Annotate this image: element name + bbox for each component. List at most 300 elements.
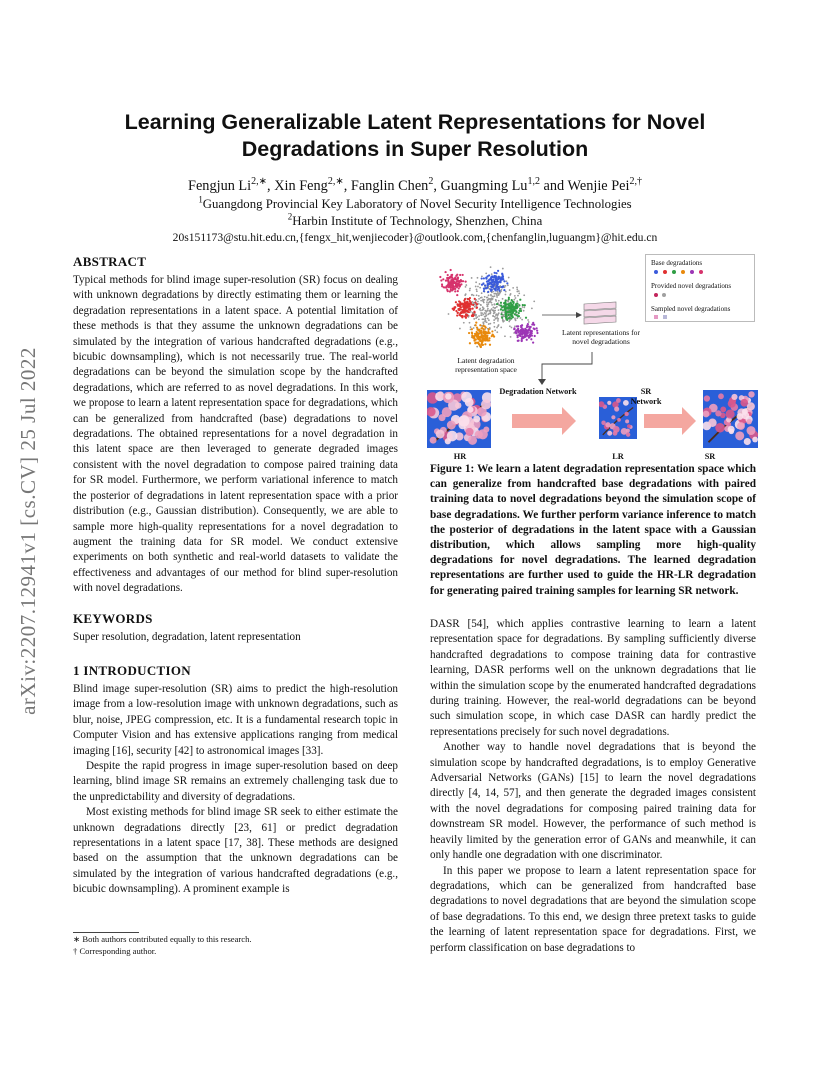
scatter-point bbox=[500, 302, 502, 304]
blossom-petal bbox=[715, 423, 725, 433]
scatter-point bbox=[481, 312, 483, 314]
keywords-heading: KEYWORDS bbox=[73, 610, 153, 626]
scatter-point bbox=[521, 333, 523, 335]
scatter-point bbox=[482, 318, 484, 320]
scatter-point bbox=[474, 342, 476, 344]
blossom-petal bbox=[614, 406, 619, 411]
blossom-petal bbox=[728, 426, 735, 433]
scatter-point bbox=[476, 294, 478, 296]
scatter-point bbox=[497, 320, 499, 322]
degradation-network-label: Degradation Network bbox=[499, 387, 577, 396]
title-line-2: Degradations in Super Resolution bbox=[241, 137, 589, 161]
scatter-point bbox=[496, 303, 498, 305]
scatter-point bbox=[455, 310, 457, 312]
scatter-point bbox=[479, 309, 481, 311]
scatter-point bbox=[511, 327, 513, 329]
scatter-point bbox=[457, 278, 459, 280]
scatter-point bbox=[485, 315, 487, 317]
figure-1-caption: Figure 1: We learn a latent degradation representation space which can generalize from handcrafted base degradations with paired training data to novel degradations beyond the simulation scope of base degradations. We further perform variance inference to match the posterior of degradations in the latent space with a Gaussian distribution, which allows sampling more high-quality degradations for novel degradations. The learned degradation representations are further used to guide the HR-LR degradation for generating paired training samples for learning SR network. bbox=[430, 463, 756, 597]
scatter-point bbox=[478, 295, 480, 297]
scatter-point bbox=[522, 336, 524, 338]
hr-image bbox=[427, 390, 491, 448]
scatter-point bbox=[464, 315, 466, 317]
right-column bbox=[430, 617, 756, 956]
scatter-point bbox=[500, 313, 502, 315]
scatter-point bbox=[459, 301, 461, 303]
scatter-point bbox=[506, 282, 508, 284]
intro-body bbox=[73, 682, 398, 898]
scatter-point bbox=[474, 333, 476, 335]
blossom-petal bbox=[720, 406, 726, 412]
scatter-point bbox=[509, 313, 511, 315]
scatter-point bbox=[509, 289, 511, 291]
footnotes bbox=[73, 934, 398, 957]
scatter-point bbox=[504, 302, 506, 304]
legend-provided-label: Provided novel degradations bbox=[651, 282, 732, 290]
blossom-petal bbox=[742, 408, 748, 414]
scatter-point bbox=[493, 322, 495, 324]
blossom-petal bbox=[436, 430, 445, 439]
latent-representation-stack bbox=[580, 300, 620, 326]
scatter-point bbox=[495, 314, 497, 316]
blossom-petal bbox=[481, 399, 491, 409]
scatter-point bbox=[468, 311, 470, 313]
scatter-point bbox=[464, 301, 466, 303]
scatter-point bbox=[500, 286, 502, 288]
scatter-point bbox=[473, 318, 475, 320]
blossom-petal bbox=[627, 424, 631, 428]
scatter-point bbox=[497, 286, 499, 288]
sr-network-label: SR Network bbox=[630, 387, 662, 406]
scatter-point bbox=[502, 298, 504, 300]
scatter-point bbox=[469, 288, 471, 290]
blossom-petal bbox=[703, 411, 709, 418]
scatter-point bbox=[481, 284, 483, 286]
scatter-point bbox=[473, 327, 475, 329]
scatter-point bbox=[521, 319, 523, 321]
scatter-point bbox=[508, 297, 510, 299]
blossom-petal bbox=[737, 413, 744, 420]
scatter-point bbox=[496, 327, 498, 329]
scatter-point bbox=[471, 294, 473, 296]
scatter-point bbox=[487, 303, 489, 305]
scatter-point bbox=[494, 329, 496, 331]
scatter-point bbox=[483, 323, 485, 325]
blossom-petal bbox=[447, 421, 456, 430]
affiliation-number: 1 bbox=[198, 194, 203, 205]
scatter-point bbox=[463, 322, 465, 324]
paper-title bbox=[90, 109, 740, 163]
scatter-point bbox=[456, 274, 458, 276]
scatter-point bbox=[441, 283, 443, 285]
blossom-petal bbox=[708, 419, 716, 427]
scatter-point bbox=[498, 309, 500, 311]
scatter-point bbox=[514, 295, 516, 297]
scatter-point bbox=[488, 323, 490, 325]
scatter-point bbox=[461, 303, 463, 305]
blossom-petal bbox=[468, 436, 477, 445]
scatter-point bbox=[506, 307, 508, 309]
scatter-point bbox=[494, 307, 496, 309]
author-name: Fanglin Chen bbox=[350, 178, 429, 194]
legend-base-marker bbox=[663, 270, 667, 274]
blossom-petal bbox=[447, 431, 458, 442]
scatter-point bbox=[453, 286, 455, 288]
scatter-point bbox=[515, 319, 517, 321]
scatter-point bbox=[487, 291, 489, 293]
scatter-point bbox=[516, 317, 518, 319]
scatter-point bbox=[509, 317, 511, 319]
scatter-point bbox=[458, 287, 460, 289]
scatter-point bbox=[533, 328, 535, 330]
scatter-point bbox=[519, 308, 521, 310]
scatter-point bbox=[504, 335, 506, 337]
scatter-point bbox=[516, 291, 518, 293]
scatter-point bbox=[486, 275, 488, 277]
blossom-petal bbox=[718, 393, 724, 399]
scatter-point bbox=[480, 335, 482, 337]
author-affil: 2,∗ bbox=[251, 176, 268, 188]
scatter-point bbox=[472, 312, 474, 314]
blossom-petal bbox=[625, 419, 629, 423]
scatter-point bbox=[513, 299, 515, 301]
scatter-point bbox=[475, 324, 477, 326]
scatter-point bbox=[461, 311, 463, 313]
scatter-point bbox=[521, 338, 523, 340]
scatter-point bbox=[510, 293, 512, 295]
scatter-point bbox=[533, 300, 535, 302]
scatter-point bbox=[486, 301, 488, 303]
scatter-point bbox=[476, 290, 478, 292]
scatter-point bbox=[497, 318, 499, 320]
scatter-point bbox=[523, 294, 525, 296]
legend-base-marker bbox=[690, 270, 694, 274]
scatter-point bbox=[472, 308, 474, 310]
scatter-point bbox=[489, 313, 491, 315]
scatter-point bbox=[444, 271, 446, 273]
scatter-point bbox=[481, 292, 483, 294]
scatter-point bbox=[492, 334, 494, 336]
scatter-point bbox=[488, 319, 490, 321]
scatter-point bbox=[500, 308, 502, 310]
scatter-point bbox=[471, 335, 473, 337]
scatter-point bbox=[491, 304, 493, 306]
scatter-point bbox=[496, 331, 498, 333]
author-name: Xin Feng bbox=[274, 178, 328, 194]
scatter-point bbox=[460, 315, 462, 317]
degradation-arrow bbox=[512, 414, 562, 428]
scatter-point bbox=[511, 315, 513, 317]
scatter-point bbox=[480, 346, 482, 348]
scatter-point bbox=[520, 317, 522, 319]
blossom-petal bbox=[478, 429, 488, 439]
author-conjunction: and bbox=[539, 178, 568, 194]
scatter-point bbox=[512, 309, 514, 311]
scatter-point bbox=[509, 310, 511, 312]
scatter-point bbox=[490, 279, 492, 281]
scatter-point bbox=[509, 325, 511, 327]
legend-sampled-label: Sampled novel degradations bbox=[651, 305, 731, 313]
legend-base-marker bbox=[681, 270, 685, 274]
scatter-point bbox=[536, 330, 538, 332]
scatter-point bbox=[514, 331, 516, 333]
scatter-point bbox=[486, 287, 488, 289]
blossom-petal bbox=[465, 428, 473, 436]
scatter-point bbox=[476, 336, 478, 338]
blossom-petal bbox=[744, 438, 751, 445]
author-name: Fengjun Li bbox=[188, 178, 252, 194]
scatter-point bbox=[498, 290, 500, 292]
scatter-point bbox=[507, 284, 509, 286]
latent-representations-label: Latent representations for novel degradations bbox=[561, 328, 640, 346]
scatter-point bbox=[495, 300, 497, 302]
scatter-point bbox=[463, 311, 465, 313]
scatter-point bbox=[532, 341, 534, 343]
introduction-heading: 1 INTRODUCTION bbox=[73, 662, 191, 678]
scatter-point bbox=[491, 281, 493, 283]
scatter-point bbox=[475, 322, 477, 324]
scatter-point bbox=[522, 306, 524, 308]
scatter-point bbox=[530, 332, 532, 334]
sr-image bbox=[703, 390, 758, 448]
scatter-point bbox=[489, 323, 491, 325]
scatter-point bbox=[475, 281, 477, 283]
scatter-point bbox=[494, 272, 496, 274]
scatter-point bbox=[474, 301, 476, 303]
scatter-point bbox=[476, 327, 478, 329]
scatter-point bbox=[502, 268, 504, 270]
scatter-point bbox=[462, 274, 464, 276]
scatter-point bbox=[478, 298, 480, 300]
scatter-point bbox=[487, 308, 489, 310]
scatter-point bbox=[518, 292, 520, 294]
blossom-petal bbox=[458, 415, 469, 426]
scatter-point bbox=[502, 309, 504, 311]
scatter-point bbox=[505, 299, 507, 301]
scatter-point bbox=[469, 322, 471, 324]
scatter-point bbox=[480, 327, 482, 329]
scatter-point bbox=[514, 313, 516, 315]
scatter-point bbox=[472, 304, 474, 306]
scatter-point bbox=[485, 320, 487, 322]
hr-label: HR bbox=[453, 452, 467, 461]
blossom-petal bbox=[726, 410, 735, 419]
scatter-point bbox=[521, 329, 523, 331]
footnote-corresponding-author: † Corresponding author. bbox=[73, 945, 157, 956]
blossom-petal bbox=[704, 395, 710, 401]
figure-legend bbox=[645, 254, 755, 322]
scatter-point bbox=[490, 266, 492, 268]
scatter-point bbox=[526, 339, 528, 341]
scatter-point bbox=[516, 288, 518, 290]
author-affil: 1,2 bbox=[527, 176, 540, 188]
lr-label: LR bbox=[612, 452, 624, 461]
scatter-point bbox=[517, 325, 519, 327]
scatter-point bbox=[451, 274, 453, 276]
scatter-point bbox=[476, 331, 478, 333]
blossom-petal bbox=[473, 415, 480, 422]
scatter-point bbox=[517, 330, 519, 332]
scatter-point bbox=[481, 277, 483, 279]
scatter-point bbox=[452, 308, 454, 310]
scatter-point bbox=[510, 302, 512, 304]
blossom-petal bbox=[601, 421, 605, 425]
scatter-point bbox=[448, 313, 450, 315]
scatter-point bbox=[483, 287, 485, 289]
scatter-point bbox=[484, 316, 486, 318]
scatter-point bbox=[505, 294, 507, 296]
scatter-point bbox=[512, 287, 514, 289]
scatter-point bbox=[478, 303, 480, 305]
scatter-point bbox=[498, 277, 500, 279]
scatter-point bbox=[487, 296, 489, 298]
scatter-point bbox=[492, 315, 494, 317]
author-separator: , bbox=[433, 178, 441, 194]
sr-arrow-head bbox=[682, 407, 696, 435]
scatter-point bbox=[491, 330, 493, 332]
scatter-point bbox=[462, 306, 464, 308]
sr-arrow bbox=[644, 414, 682, 428]
scatter-point bbox=[504, 306, 506, 308]
scatter-point bbox=[474, 306, 476, 308]
scatter-point bbox=[497, 325, 499, 327]
scatter-point bbox=[476, 346, 478, 348]
scatter-point bbox=[470, 311, 472, 313]
scatter-point bbox=[520, 310, 522, 312]
scatter-point bbox=[493, 319, 495, 321]
abstract-heading: ABSTRACT bbox=[73, 254, 147, 269]
scatter-point bbox=[477, 342, 479, 344]
scatter-point bbox=[480, 304, 482, 306]
blossom-petal bbox=[740, 399, 748, 407]
scatter-point bbox=[491, 302, 493, 304]
legend-base-marker bbox=[699, 270, 703, 274]
scatter-point bbox=[484, 312, 486, 314]
scatter-point bbox=[503, 280, 505, 282]
scatter-point bbox=[520, 325, 522, 327]
latent-space-scatter bbox=[433, 254, 558, 364]
scatter-point bbox=[440, 279, 442, 281]
scatter-point bbox=[477, 286, 479, 288]
arxiv-sidebar-id: arXiv:2207.12941v1 [cs.CV] 25 Jul 2022 bbox=[16, 347, 40, 715]
scatter-point bbox=[475, 286, 477, 288]
affiliation-1 bbox=[90, 196, 740, 212]
scatter-point bbox=[501, 317, 503, 319]
scatter-point bbox=[446, 279, 448, 281]
left-column bbox=[73, 254, 398, 898]
scatter-point bbox=[488, 328, 490, 330]
scatter-point bbox=[507, 301, 509, 303]
scatter-point bbox=[512, 302, 514, 304]
scatter-point bbox=[516, 300, 518, 302]
scatter-point bbox=[525, 317, 527, 319]
scatter-point bbox=[478, 315, 480, 317]
scatter-point bbox=[456, 283, 458, 285]
flow-arrow bbox=[532, 352, 612, 386]
paragraph: In this paper we propose to learn a latent representation space for degradations, which can be generalized from handcrafted base degradations to novel degradations that are beyond the simulation scope of base degradations. To this end, we design three pretext tasks to guide the learning of latent representation space for degradations. First, we perform classification on base degradations to bbox=[430, 864, 756, 954]
scatter-point bbox=[485, 318, 487, 320]
blossom-petal bbox=[607, 401, 611, 405]
scatter-point bbox=[505, 285, 507, 287]
footnote-rule bbox=[73, 932, 139, 933]
scatter-point bbox=[519, 299, 521, 301]
scatter-point bbox=[518, 304, 520, 306]
blossom-petal bbox=[735, 431, 744, 440]
blossom-petal bbox=[611, 415, 615, 419]
scatter-point bbox=[513, 328, 515, 330]
scatter-point bbox=[532, 322, 534, 324]
scatter-point bbox=[448, 286, 450, 288]
scatter-point bbox=[465, 281, 467, 283]
blossom-petal bbox=[430, 437, 437, 444]
scatter-point bbox=[478, 319, 480, 321]
scatter-point bbox=[477, 301, 479, 303]
scatter-point bbox=[468, 307, 470, 309]
scatter-point bbox=[492, 278, 494, 280]
scatter-point bbox=[492, 309, 494, 311]
scatter-point bbox=[482, 321, 484, 323]
scatter-point bbox=[524, 304, 526, 306]
paragraph: Another way to handle novel degradations that is beyond the simulation scope by handcrafted degradations, is to employ Generative Adversarial Networks (GANs) [15] to learn the novel degradations directly [4, 14, 57], and then generate the degraded images consistent with the novel degradations for composing paired training data for downstream SR model. However, the performance of such method is heavily limited by the generation error of GANs and meanwhile, it can only handle one degradation with one discriminator. bbox=[430, 741, 756, 862]
scatter-point bbox=[526, 326, 528, 328]
scatter-point bbox=[479, 324, 481, 326]
scatter-point bbox=[490, 294, 492, 296]
scatter-point bbox=[471, 277, 473, 279]
scatter-point bbox=[469, 342, 471, 344]
blossom-petal bbox=[747, 426, 756, 435]
scatter-point bbox=[501, 274, 503, 276]
scatter-point bbox=[476, 289, 478, 291]
scatter-point bbox=[517, 334, 519, 336]
scatter-point bbox=[496, 291, 498, 293]
scatter-point bbox=[488, 294, 490, 296]
scatter-point bbox=[489, 309, 491, 311]
scatter-point bbox=[449, 290, 451, 292]
blossom-petal bbox=[617, 418, 621, 422]
author-list bbox=[90, 177, 740, 195]
scatter-point bbox=[527, 319, 529, 321]
scatter-point bbox=[488, 337, 490, 339]
scatter-point bbox=[500, 304, 502, 306]
scatter-point bbox=[447, 284, 449, 286]
author-emails: 20s151173@stu.hit.edu.cn,{fengx_hit,wenjiecoder}@outlook.com,{chenfanglin,luguangm}@hit.edu.cn bbox=[172, 231, 658, 244]
scatter-point bbox=[487, 305, 489, 307]
scatter-point bbox=[480, 343, 482, 345]
scatter-point bbox=[454, 290, 456, 292]
blossom-petal bbox=[748, 391, 754, 397]
scatter-point bbox=[467, 298, 469, 300]
blossom-petal bbox=[746, 419, 751, 424]
affiliation-text: Harbin Institute of Technology, Shenzhen, China bbox=[292, 214, 543, 228]
scatter-point bbox=[469, 290, 471, 292]
scatter-point bbox=[478, 329, 480, 331]
scatter-point bbox=[508, 306, 510, 308]
scatter-point bbox=[449, 284, 451, 286]
legend-sampled-marker bbox=[663, 315, 667, 319]
scatter-point bbox=[483, 299, 485, 301]
affiliation-text: Guangdong Provincial Key Laboratory of Novel Security Intelligence Technologies bbox=[202, 197, 632, 211]
scatter-point bbox=[473, 294, 475, 296]
blossom-petal bbox=[731, 394, 737, 400]
blossom-image bbox=[427, 390, 491, 448]
scatter-point bbox=[493, 313, 495, 315]
scatter-point bbox=[515, 297, 517, 299]
scatter-point bbox=[495, 275, 497, 277]
legend-provided-marker bbox=[662, 293, 666, 297]
scatter-point bbox=[459, 284, 461, 286]
scatter-point bbox=[456, 280, 458, 282]
scatter-point bbox=[462, 309, 464, 311]
